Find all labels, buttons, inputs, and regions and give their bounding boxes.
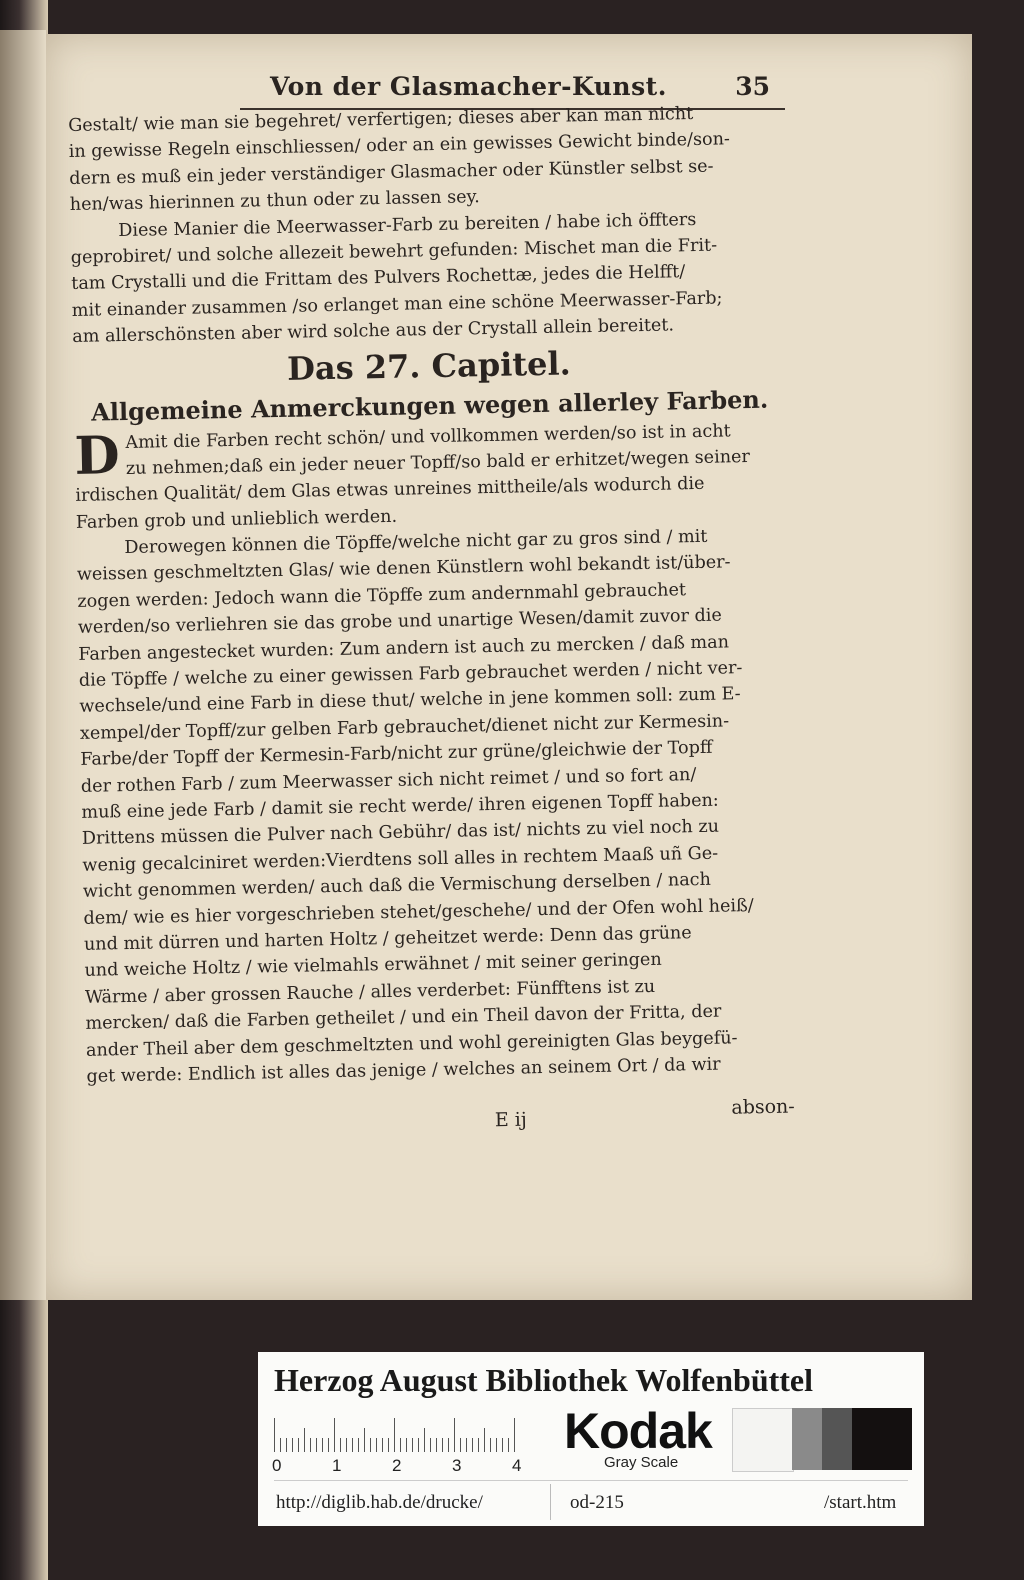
text-line: Drittens müssen die Pulver nach Gebühr/ das ist/ nichts zu viel noch zu	[81, 817, 720, 850]
ruler-tick	[448, 1438, 449, 1452]
ruler-tick	[472, 1438, 473, 1452]
ruler-tick	[358, 1438, 359, 1452]
text-line: wicht genommen werden/ auch daß die Vermischung derselben / nach	[82, 869, 712, 903]
text-line: Derowegen können die Töpffe/welche nicht gar zu gros sind / mit	[124, 526, 708, 559]
ruler-tick	[394, 1418, 395, 1452]
text-line: Farbe/der Topff der Kermesin-Farb/nicht zur grüne/gleichwie der Topff	[80, 737, 713, 771]
ruler-tick	[406, 1438, 407, 1452]
ruler-tick	[430, 1438, 431, 1452]
text-line: tam Crystalli und die Frittam des Pulvers Rochettæ, jedes die Helfft/	[71, 262, 686, 295]
text-line: ander Theil aber dem geschmeltzten und wohl gereinigten Glas beygefü-	[85, 1027, 738, 1061]
text-line: in gewisse Regeln einschliessen/ oder an ein gewisses Gewicht binde/son-	[68, 129, 731, 163]
page-body	[68, 99, 799, 1090]
ruler-tick	[340, 1438, 341, 1452]
ruler-tick	[316, 1438, 317, 1452]
running-title: Von der Glasmacher-Kunst.	[270, 72, 667, 101]
text-line: und mit dürren und harten Holtz / geheitzet werde: Denn das grüne	[83, 923, 692, 955]
ruler-tick	[322, 1438, 323, 1452]
ruler-tick	[400, 1438, 401, 1452]
ruler-tick	[418, 1438, 419, 1452]
gray-swatch-black	[852, 1408, 912, 1470]
card-separator	[550, 1484, 551, 1520]
ruler-tick	[484, 1428, 485, 1452]
ruler-tick	[334, 1418, 335, 1452]
ruler-tick	[466, 1438, 467, 1452]
paragraph-3	[74, 417, 788, 536]
text-line: get werde: Endlich ist alles das jenige / welches an seinem Ort / da wir	[86, 1054, 721, 1087]
ruler-tick	[454, 1418, 455, 1452]
ruler-tick	[478, 1438, 479, 1452]
paragraph-2	[70, 205, 784, 351]
ruler-tick	[346, 1438, 347, 1452]
text-line: Wärme / aber grossen Rauche / alles verderbet: Fünfftens ist zu	[84, 976, 656, 1008]
text-line: am allerschönsten aber wird solche aus der Crystall allein bereitet.	[72, 315, 675, 348]
ruler-tick	[496, 1438, 497, 1452]
ruler-tick	[286, 1438, 287, 1452]
ruler-tick	[460, 1438, 461, 1452]
ruler-tick	[364, 1428, 365, 1452]
text-line: muß eine jede Farb / damit sie recht werde/ ihren eigenen Topff haben:	[81, 790, 719, 823]
kodak-logo: Kodak	[564, 1403, 712, 1459]
text-line: werden/so verliehren sie das grobe und unartige Wesen/damit zuvor die	[77, 605, 723, 639]
text-line: wenig gecalciniret werden:Vierdtens soll alles in rechtem Maaß uñ Ge-	[82, 843, 719, 876]
ruler-tick	[412, 1438, 413, 1452]
ruler-tick	[298, 1438, 299, 1452]
previous-page-edge	[0, 30, 46, 1300]
ruler-tick	[304, 1428, 305, 1452]
page-number: 35	[735, 72, 770, 101]
drop-cap: D	[73, 424, 121, 487]
ruler-tick	[376, 1438, 377, 1452]
text-line: xempel/der Topff/zur gelben Farb gebrauchet/dienet nicht zur Kermesin-	[79, 711, 730, 744]
ruler-tick	[490, 1438, 491, 1452]
ruler-scale	[274, 1412, 546, 1452]
text-line: und weiche Holtz / wie vielmahls erwähnet / mit seiner geringen	[84, 950, 662, 982]
ruler-tick	[280, 1438, 281, 1452]
ruler-tick	[514, 1418, 515, 1452]
text-line: wechsele/und eine Farb in diese thut/ welche in jene kommen soll: zum E-	[79, 684, 741, 718]
ruler-label: 2	[392, 1456, 402, 1475]
ruler-tick	[328, 1438, 329, 1452]
text-line: irdischen Qualität/ dem Glas etwas unreines mittheile/als wodurch die	[75, 474, 705, 507]
url-left: http://diglib.hab.de/drucke/	[276, 1492, 483, 1513]
ruler-tick	[502, 1438, 503, 1452]
color-calibration-card	[258, 1352, 924, 1526]
url-middle: od-215	[570, 1492, 624, 1513]
text-line: Farben angestecket wurden: Zum andern ist auch zu mercken / daß man	[78, 632, 730, 665]
chapter-title: Das 27. Capitel.	[286, 343, 572, 388]
ruler-label: 0	[272, 1456, 282, 1475]
catchword: abson-	[731, 1095, 795, 1119]
text-line: dern es muß ein jeder verständiger Glasmacher oder Künstler selbst se-	[69, 156, 714, 189]
library-name: Herzog August Bibliothek Wolfenbüttel	[274, 1362, 814, 1398]
url-right: /start.htm	[824, 1492, 897, 1513]
text-line: geprobiret/ und solche allezeit bewehrt gefunden: Mischet man die Frit-	[70, 235, 718, 268]
paragraph-1	[68, 99, 782, 218]
gray-scale-label: Gray Scale	[604, 1454, 679, 1471]
ruler-tick	[352, 1438, 353, 1452]
ruler-tick	[370, 1438, 371, 1452]
text-line: zu nehmen;daß ein jeder neuer Topff/so bald er erhitzet/wegen seiner	[125, 446, 751, 479]
paragraph-4	[76, 522, 799, 1090]
ruler-label: 3	[452, 1456, 462, 1475]
text-line: der rothen Farb / zum Meerwasser sich nicht reimet / und so fort an/	[80, 764, 697, 797]
ruler-tick	[424, 1428, 425, 1452]
text-line: dem/ wie es hier vorgeschrieben stehet/geschehe/ und der Ofen wohl heiß/	[83, 895, 754, 929]
text-line: hen/was hierinnen zu thun oder zu lassen sey.	[69, 187, 480, 216]
text-line: Diese Manier die Meerwasser-Farb zu bereiten / habe ich öffters	[118, 209, 697, 241]
ruler-tick	[310, 1438, 311, 1452]
ruler-tick	[382, 1438, 383, 1452]
text-line: Farben grob und unlieblich werden.	[75, 506, 398, 533]
chapter-subtitle: Allgemeine Anmerckungen wegen allerley Farben.	[90, 384, 769, 427]
ruler-tick	[292, 1438, 293, 1452]
ruler-label: 1	[332, 1456, 342, 1475]
ruler-tick	[388, 1438, 389, 1452]
ruler-tick	[436, 1438, 437, 1452]
ruler-tick	[508, 1438, 509, 1452]
ruler-label: 4	[512, 1456, 522, 1475]
text-line: mercken/ daß die Farben getheilet / und ein Theil davon der Fritta, der	[85, 1001, 722, 1034]
card-divider	[274, 1480, 908, 1481]
signature-mark: E ij	[494, 1108, 528, 1132]
gray-swatch-white	[732, 1408, 794, 1472]
text-line: Amit die Farben recht schön/ und vollkommen werden/so ist in acht	[125, 420, 731, 453]
text-line: die Töpffe / welche zu einer gewissen Farb gebrauchet werden / nicht ver-	[78, 658, 743, 691]
text-line: zogen werden: Jedoch wann die Töpffe zum andernmahl gebrauchet	[77, 580, 687, 612]
ruler-tick	[442, 1438, 443, 1452]
text-line: mit einander zusammen /so erlanget man eine schöne Meerwasser-Farb;	[71, 288, 723, 321]
ruler-tick	[274, 1418, 275, 1452]
text-line: Gestalt/ wie man sie begehret/ verfertigen; dieses aber kan man nicht	[68, 104, 694, 136]
text-line: weissen geschmeltzten Glas/ wie denen Künstlern wohl bekandt ist/über-	[76, 552, 731, 586]
